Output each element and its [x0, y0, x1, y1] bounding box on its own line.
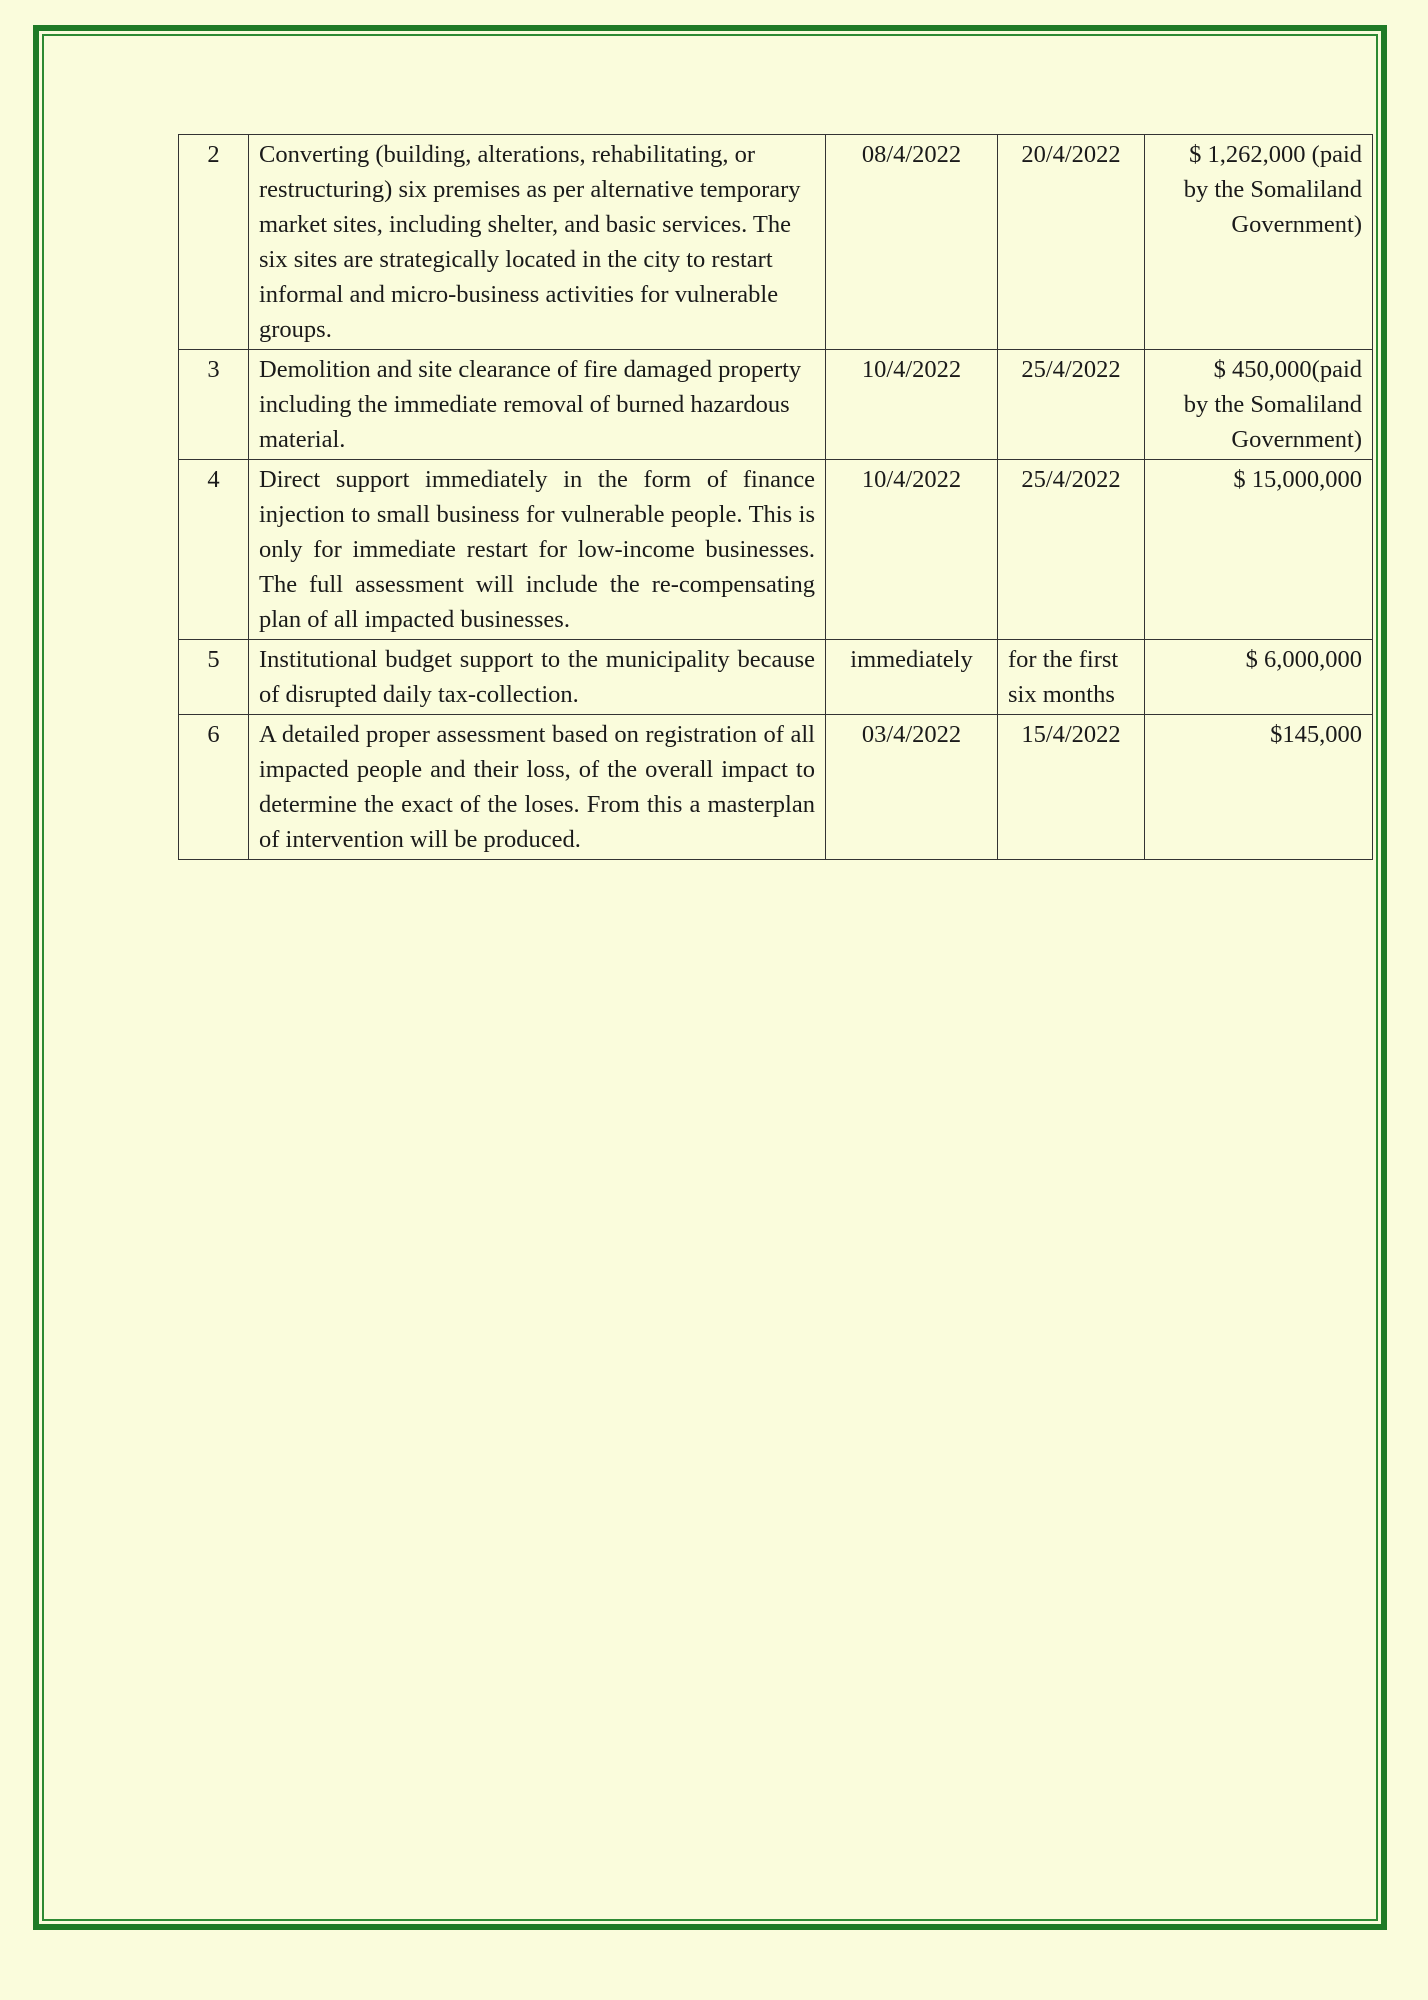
row-end-date: 25/4/2022 — [998, 460, 1145, 640]
row-description: Institutional budget support to the municipality because of disrupted daily tax-collection. — [249, 640, 826, 715]
cost-line: $ 15,000,000 — [1233, 466, 1362, 493]
table-row — [179, 350, 1373, 460]
cost-line: Government) — [1231, 426, 1362, 453]
row-number: 4 — [179, 460, 249, 640]
row-end-date: for the first six months — [998, 640, 1145, 715]
row-start-date: 10/4/2022 — [826, 350, 998, 460]
row-description: A detailed proper assessment based on registration of all impacted people and their loss, of the overall impact to determine the exact of the loses. From this a masterplan of intervention will be produced. — [249, 715, 826, 860]
row-end-date: 25/4/2022 — [998, 350, 1145, 460]
row-start-date: 10/4/2022 — [826, 460, 998, 640]
row-cost — [1145, 350, 1373, 460]
row-cost — [1145, 460, 1373, 640]
table-row — [179, 460, 1373, 640]
row-end-date: 20/4/2022 — [998, 135, 1145, 350]
row-end-date: 15/4/2022 — [998, 715, 1145, 860]
row-number: 6 — [179, 715, 249, 860]
cost-line: $ 450,000(paid — [1213, 356, 1362, 383]
cost-line: by the Somaliland — [1183, 391, 1362, 418]
row-description: Converting (building, alterations, rehabilitating, or restructuring) six premises as per alternative temporary market sites, including shelter, and basic services. The six sites are strategically located in the city to restart informal and micro-business activities for vulnerable groups. — [249, 135, 826, 350]
row-number: 5 — [179, 640, 249, 715]
row-start-date: 08/4/2022 — [826, 135, 998, 350]
row-cost — [1145, 640, 1373, 715]
cost-line: Government) — [1231, 211, 1362, 238]
row-cost — [1145, 715, 1373, 860]
cost-line: $ 6,000,000 — [1245, 646, 1362, 673]
row-description: Direct support immediately in the form of finance injection to small business for vulnerable people. This is only for immediate restart for low-income businesses. The full assessment will include the re-compensating plan of all impacted businesses. — [249, 460, 826, 640]
cost-line: by the Somaliland — [1183, 176, 1362, 203]
row-description: Demolition and site clearance of fire damaged property including the immediate removal of burned hazardous material. — [249, 350, 826, 460]
table-row — [179, 135, 1373, 350]
row-number: 3 — [179, 350, 249, 460]
table-row — [179, 640, 1373, 715]
row-start-date: 03/4/2022 — [826, 715, 998, 860]
row-number: 2 — [179, 135, 249, 350]
row-start-date: immediately — [826, 640, 998, 715]
cost-line: $ 1,262,000 (paid — [1189, 141, 1362, 168]
row-cost — [1145, 135, 1373, 350]
cost-line: $145,000 — [1270, 721, 1362, 748]
table-row — [179, 715, 1373, 860]
intervention-plan-table — [178, 134, 1373, 860]
